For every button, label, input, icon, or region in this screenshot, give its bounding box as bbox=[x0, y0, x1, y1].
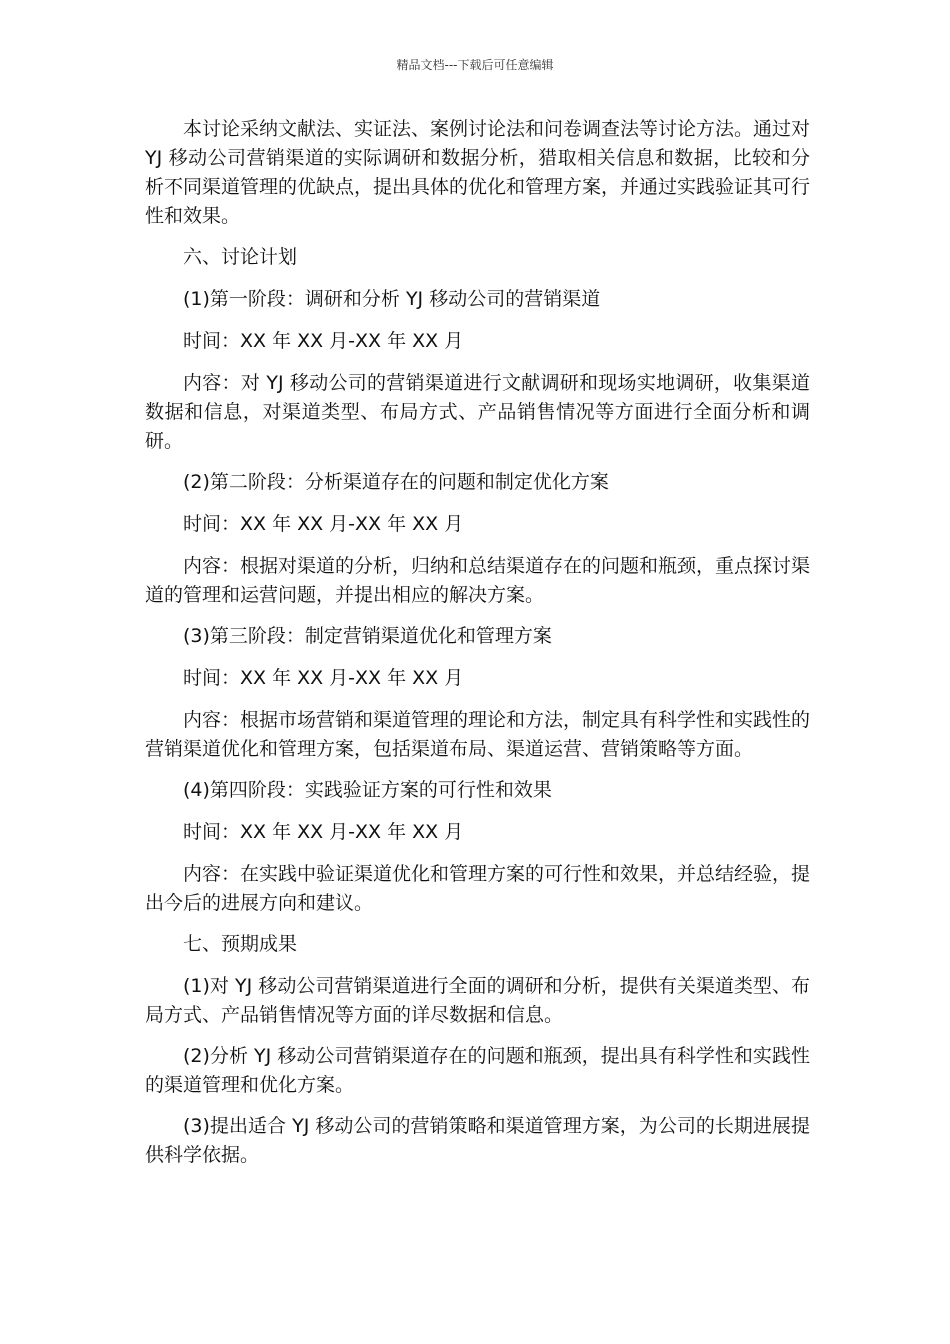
stage-1-content: 内容：对 YJ 移动公司的营销渠道进行文献调研和现场实地调研，收集渠道数据和信息，对渠道类型、布局方式、产品销售情况等方面进行全面分析和调研。 bbox=[145, 372, 810, 452]
stage-3-content: 内容：根据市场营销和渠道管理的理论和方法，制定具有科学性和实践性的营销渠道优化和管理方案，包括渠道布局、渠道运营、营销策略等方面。 bbox=[145, 709, 811, 760]
stage-4-time: 时间：XX 年 XX 月-XX 年 XX 月 bbox=[183, 821, 464, 843]
page-header: 精品文档---下载后可任意编辑 bbox=[396, 58, 554, 72]
outcome-1: (1)对 YJ 移动公司营销渠道进行全面的调研和分析，提供有关渠道类型、布局方式、产品销售情况等方面的详尽数据和信息。 bbox=[145, 975, 810, 1026]
stage-4-content: 内容：在实践中验证渠道优化和管理方案的可行性和效果，并总结经验，提出今后的进展方向和建议。 bbox=[145, 863, 811, 914]
stage-3-time: 时间：XX 年 XX 月-XX 年 XX 月 bbox=[183, 667, 464, 689]
stage-2-time: 时间：XX 年 XX 月-XX 年 XX 月 bbox=[183, 513, 464, 535]
document-body bbox=[145, 115, 810, 1182]
stage-2-content: 内容：根据对渠道的分析，归纳和总结渠道存在的问题和瓶颈，重点探讨渠道的管理和运营问题，并提出相应的解决方案。 bbox=[145, 555, 811, 606]
stage-3-title: (3)第三阶段：制定营销渠道优化和管理方案 bbox=[183, 625, 552, 647]
stage-4-title: (4)第四阶段：实践验证方案的可行性和效果 bbox=[183, 779, 552, 801]
stage-1-title: (1)第一阶段：调研和分析 YJ 移动公司的营销渠道 bbox=[183, 288, 601, 310]
outcome-3: (3)提出适合 YJ 移动公司的营销策略和渠道管理方案，为公司的长期进展提供科学依据。 bbox=[145, 1115, 810, 1166]
stage-2-title: (2)第二阶段：分析渠道存在的问题和制定优化方案 bbox=[183, 471, 609, 493]
section-heading-plan: 六、讨论计划 bbox=[183, 246, 298, 268]
paragraph-methods: 本讨论采纳文献法、实证法、案例讨论法和问卷调查法等讨论方法。通过对 YJ 移动公司营销渠道的实际调研和数据分析，猎取相关信息和数据，比较和分析不同渠道管理的优缺点，提出具体的优化和管理方案，并通过实践验证其可行性和效果。 bbox=[145, 118, 811, 227]
stage-1-time: 时间：XX 年 XX 月-XX 年 XX 月 bbox=[183, 330, 464, 352]
outcome-2: (2)分析 YJ 移动公司营销渠道存在的问题和瓶颈，提出具有科学性和实践性的渠道管理和优化方案。 bbox=[145, 1045, 810, 1096]
section-heading-outcomes: 七、预期成果 bbox=[183, 933, 298, 955]
